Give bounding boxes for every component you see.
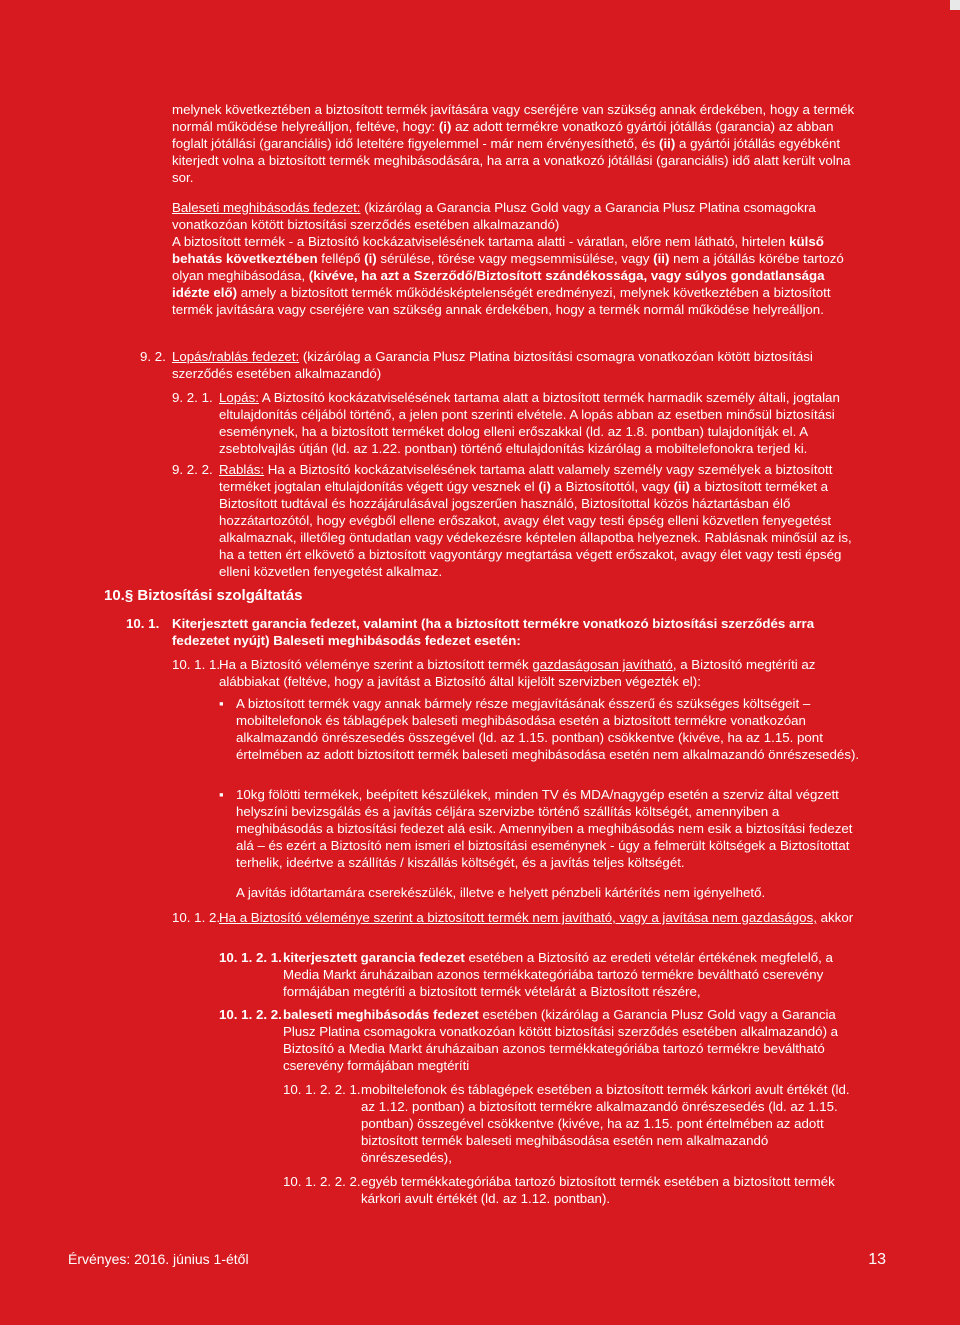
intro-paragraph	[172, 101, 862, 186]
theft-title: Lopás:	[219, 390, 259, 405]
section-10-1-1-number: 10. 1. 1.	[172, 657, 221, 672]
section-10-1-title: Kiterjesztett garancia fedezet, valamint (ha a biztosított termékre vonatkozó biztosítási szerződés arra fedezetet nyújt) Baleseti meghibásodás fedezet esetén:	[172, 616, 815, 648]
section-10-1-2-1-number: 10. 1. 2. 1.	[219, 950, 282, 965]
accidental-text-3: sérülése, törése vagy megsemmisülése, vagy	[376, 251, 654, 266]
repairable-text-2: , a Biztosító megtéríti az alábbiakat (feltéve, hogy a javítást a Biztosító által kijelölt szervizben végezték el):	[219, 657, 816, 689]
intro-marker-ii: (ii)	[659, 136, 676, 151]
section-10-heading	[104, 587, 302, 604]
accidental-marker-i: (i)	[364, 251, 377, 266]
robbery-text-1: Ha a Biztosító kockázatviselésének tartama alatt valamely személy vagy személyek a biztosított terméket jogtalan eltulajdonítás végett úgy vesznek el	[219, 462, 833, 494]
accidental-damage-scope: (kizárólag a Garancia Plusz Gold vagy a Garancia Plusz Platina csomagokra vonatkozóan kötött biztosítási szerződés esetében alkalmazandó)	[172, 200, 816, 232]
accidental-exclusion: (kivéve, ha azt a Szerződő/Biztosított szándékossága, vagy súlyos gondatlansága idézte elő)	[172, 268, 825, 300]
section-9-2-2-number: 9. 2. 2.	[172, 462, 213, 477]
robbery-title: Rablás:	[219, 462, 265, 477]
section-10-1-2-2-1-number: 10. 1. 2. 2. 1.	[283, 1082, 361, 1097]
page-corner-mark	[950, 0, 960, 10]
theft-robbery-scope: (kizárólag a Garancia Plusz Platina biztosítási csomagra vonatkozóan kötött biztosítási szerződés esetében alkalmazandó)	[172, 349, 813, 381]
section-10-1-2-1	[283, 949, 862, 1000]
bullet-marker: ▪	[219, 696, 224, 711]
intro-text-3: a gyártói jótállás egyébként kiterjedt volna a biztosított termék meghibásodására, ha arra a vonatkozó jótállási (garanciális) idő alatt került volna sor.	[172, 136, 851, 185]
section-10-1-2-2	[283, 1006, 862, 1074]
page-number: 13	[868, 1251, 886, 1268]
section-9-2-2	[219, 461, 862, 580]
theft-text: A Biztosító kockázatviselésének tartama alatt a biztosított termék harmadik személy általi, jogtalan eltulajdonítás céljából történő, a jelen pont szerinti elvétele. A lopás abban az esetben minősül biztosítási eseménynek, ha a biztosított terméket dolog elleni erőszakkal (ld. az 1.8. pontban) tulajdonítják el. A zsebtolvajlás útján (ld. az 1.22. pontban) történő eltulajdonítás kizárólag a mobiltelefonokra terjed ki.	[219, 390, 840, 456]
section-9-2	[172, 348, 862, 382]
section-sign: §	[124, 587, 134, 604]
accidental-text-4: nem a jótállás körébe tartozó olyan meghibásodása,	[172, 251, 844, 283]
not-repairable-akkor: akkor	[820, 910, 854, 925]
section-9-2-number: 9. 2.	[140, 349, 166, 364]
section-10-1-2-2-2: egyéb termékkategóriába tartozó biztosított termék esetében a biztosított termék kárkori avult értékét (ld. az 1.12. pontban).	[361, 1174, 835, 1206]
section-9-2-1	[219, 389, 862, 457]
accidental-text-5: amely a biztosított termék működésképtelenségét eredményezi, melynek következtében a biztosított termék javítására vagy cseréjére van szükség annak érdekében, hogy a termék normál működése helyreálljon.	[172, 285, 831, 317]
intro-text-2: az adott termékre vonatkozó gyártói jótállás (garancia) az abban foglalt jótállási (garanciális) idő leteltére figyelemmel - már nem érvényesíthető, és	[172, 119, 834, 151]
accidental-text-bold-1: külső behatás következtében	[172, 234, 824, 266]
accidental-text-2: fellépő	[317, 251, 365, 266]
section-10-1-2-number: 10. 1. 2.	[172, 910, 221, 925]
accidental-cover-title: baleseti meghibásodás fedezet	[283, 1007, 479, 1022]
section-10-1-2-2-1: mobiltelefonok és táblagépek esetében a biztosított termék kárkori avult értékét (ld. az 1.12. pontban) a biztosított termékre alkalmazandó önrészesedés (ld. az 1.15. pontban) összegével csökkentve (kivéve, ha az 1.15. pont értelmében az adott biztosított termék baleseti meghibásodása esetén nem alkalmazandó önrészesedés),	[361, 1082, 850, 1165]
not-repairable-text: Ha a Biztosító véleménye szerint a biztosított termék nem javítható, vagy a javítása nem gazdaságos,	[219, 910, 817, 925]
accidental-marker-ii: (ii)	[653, 251, 670, 266]
section-10-1-1	[219, 656, 862, 690]
bullet-marker: ▪	[219, 787, 224, 802]
theft-robbery-title: Lopás/rablás fedezet:	[172, 349, 300, 364]
section-10-1-number: 10. 1.	[126, 616, 160, 631]
footer-validity: Érvényes: 2016. június 1-étől	[68, 1251, 249, 1267]
section-10-title: Biztosítási szolgáltatás	[137, 587, 303, 604]
robbery-text-2: a Biztosítottól, vagy	[550, 479, 674, 494]
extended-warranty-text: esetében a Biztosító az eredeti vételár értékének megfelelő, a Media Markt áruházaiban azonos termékkategóriába tartozó termékre beváltható cserevény formájában megtéríti a biztosított termék vételárát a Biztosított részére,	[283, 950, 833, 999]
intro-text-1: melynek következtében a biztosított termék javítására vagy cseréjére van szükség annak érdekében, hogy a termék normál működése helyreálljon, feltéve, hogy:	[172, 102, 855, 134]
section-10-1-2-2-number: 10. 1. 2. 2.	[219, 1007, 282, 1022]
repairable-text-1: Ha a Biztosító véleménye szerint a biztosított termék	[219, 657, 533, 672]
repairable-term: gazdaságosan javítható	[532, 657, 673, 672]
accidental-text-1: A biztosított termék - a Biztosító kockázatviselésének tartama alatti - váratlan, előre nem látható, hirtelen	[172, 234, 790, 249]
accidental-damage-title: Baleseti meghibásodás fedezet:	[172, 200, 361, 215]
extended-warranty-title: kiterjesztett garancia fedezet	[283, 950, 465, 965]
accidental-damage-section	[172, 199, 862, 318]
bullet-repair-costs: A biztosított termék vagy annak bármely része megjavításának ésszerű és szükséges költségeit – mobiltelefonok és táblagépek baleseti meghibásodása esetén a biztosított termékre vonatkozóan alkalmazandó önrészesedés összegével (ld. az 1.15. pontban) csökkentve (kivéve, ha az 1.15. pont értelmében az adott biztosított termék baleseti meghibásodása esetén nem alkalmazandó önrészesedés).	[236, 696, 860, 762]
replacement-note: A javítás időtartamára cserekészülék, illetve e helyett pénzbeli kártérítés nem igényelhető.	[236, 885, 766, 900]
bullet-heavy-products: 10kg fölötti termékek, beépített készülékek, minden TV és MDA/nagygép esetén a szerviz által végzett helyszíni bevizsgálás és a javítás céljára szervizbe történő szállítás költségét, amennyiben a meghibásodás a biztosítási fedezet alá esik. Amennyiben a meghibásodás nem esik a biztosítási fedezet alá – és ezért a Biztosító nem ismeri el biztosítási eseménynek - úgy a felmerült költségek a Biztosítottat terhelik, ideértve a szállítás / kiszállás költségét, és a javítás teljes költségét.	[236, 787, 853, 870]
robbery-text-3: a biztosított terméket a Biztosított tudtával és hozzájárulásával jogszerűen használó, Biztosítottal közös háztartásban élő hozzátartozótól, hogy evégből ellene erőszakot, avagy élet vagy testi épség elleni közvetlen fenyegetést alkalmaznak, illetőleg öntudatlan vagy védekezésre képtelen állapotba helyeznek. Rablásnak minősül az is, ha a tetten ért elkövető a biztosított vagyontárgy megtartása végett erőszakot, avagy élet vagy testi épség elleni közvetlen fenyegetést alkalmaz.	[219, 479, 852, 579]
intro-marker-i: (i)	[438, 119, 452, 134]
section-10-1-2	[219, 909, 862, 926]
robbery-marker-ii: (ii)	[673, 479, 690, 494]
section-10-1-2-2-2-number: 10. 1. 2. 2. 2.	[283, 1174, 361, 1189]
section-9-2-1-number: 9. 2. 1.	[172, 390, 213, 405]
robbery-marker-i: (i)	[538, 479, 551, 494]
section-10-number: 10.	[104, 587, 125, 604]
accidental-cover-text: esetében (kizárólag a Garancia Plusz Gold vagy a Garancia Plusz Platina csomagokra vonatkozóan kötött biztosítási szerződés esetében alkalmazandó) a Biztosító a Media Markt áruházaiban azonos termékkategóriába tartozó termékre beváltható cserevény formájában megtéríti	[283, 1007, 839, 1073]
